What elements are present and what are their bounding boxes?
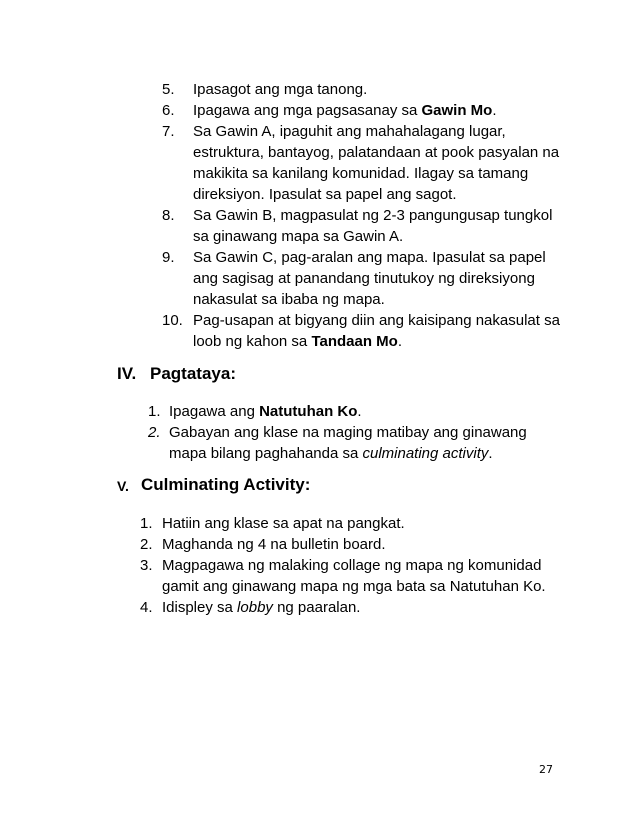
list-item-text: Ipagawa ang mga pagsasanay sa Gawin Mo. bbox=[193, 102, 497, 119]
list-item-text: Pag-usapan at bigyang diin ang kaisipang nakasulat sa bbox=[193, 312, 560, 329]
list-item-text: Sa Gawin C, pag-aralan ang mapa. Ipasulat sa papel bbox=[193, 249, 546, 266]
list-item-number: 10. bbox=[162, 312, 183, 329]
list-item-text: estruktura, bantayog, palatandaan at pook pasyalan na bbox=[193, 144, 560, 161]
list-item-text: direksiyon. Ipasulat sa papel ang sagot. bbox=[193, 186, 457, 203]
list-item-text: Maghanda ng 4 na bulletin board. bbox=[162, 536, 386, 553]
list-item-number: 5. bbox=[162, 81, 175, 98]
section-title: Culminating Activity: bbox=[141, 475, 311, 494]
list-item-number: 9. bbox=[162, 249, 175, 266]
list-item-text: nakasulat sa ibaba ng mapa. bbox=[193, 291, 385, 308]
list-item-text: loob ng kahon sa Tandaan Mo. bbox=[193, 333, 402, 350]
list-item-number: 6. bbox=[162, 102, 175, 119]
list-item-text: Idispley sa lobby ng paaralan. bbox=[162, 599, 361, 616]
list-item-text: Ipagawa ang Natutuhan Ko. bbox=[169, 403, 362, 420]
section-numeral: IV. bbox=[117, 364, 137, 383]
list-item-text: Magpagawa ng malaking collage ng mapa ng komunidad bbox=[162, 557, 542, 574]
list-item-number: 8. bbox=[162, 207, 175, 224]
list-item-text: makikita sa kanilang komunidad. Ilagay sa tamang bbox=[193, 165, 529, 182]
list-item-text: Hatiin ang klase sa apat na pangkat. bbox=[162, 515, 405, 532]
list-item-text: gamit ang ginawang mapa ng mga bata sa Natutuhan Ko. bbox=[162, 578, 546, 595]
list-item-text: Ipasagot ang mga tanong. bbox=[193, 81, 368, 98]
list-item-number: 1. bbox=[148, 403, 161, 420]
section-title: Pagtataya: bbox=[150, 364, 236, 383]
list-item-number: 1. bbox=[140, 515, 153, 532]
list-item-text: Gabayan ang klase na maging matibay ang ginawang bbox=[169, 424, 527, 441]
list-item-text: Sa Gawin A, ipaguhit ang mahahalagang lugar, bbox=[193, 123, 506, 140]
list-item-text: ang sagisag at panandang tinutukoy ng direksiyong bbox=[193, 270, 535, 287]
page-number: 27 bbox=[539, 763, 553, 776]
section-numeral: V. bbox=[117, 478, 129, 494]
list-item-number: 7. bbox=[162, 123, 175, 140]
list-item-text: mapa bilang paghahanda sa culminating activity. bbox=[169, 445, 493, 462]
list-item-text: sa ginawang mapa sa Gawin A. bbox=[193, 228, 404, 245]
list-item-number: 3. bbox=[140, 557, 153, 574]
list-item-text: Sa Gawin B, magpasulat ng 2-3 pangungusap tungkol bbox=[193, 207, 553, 224]
list-item-number: 2. bbox=[148, 424, 161, 441]
list-item-number: 2. bbox=[140, 536, 153, 553]
list-item-number: 4. bbox=[140, 599, 153, 616]
